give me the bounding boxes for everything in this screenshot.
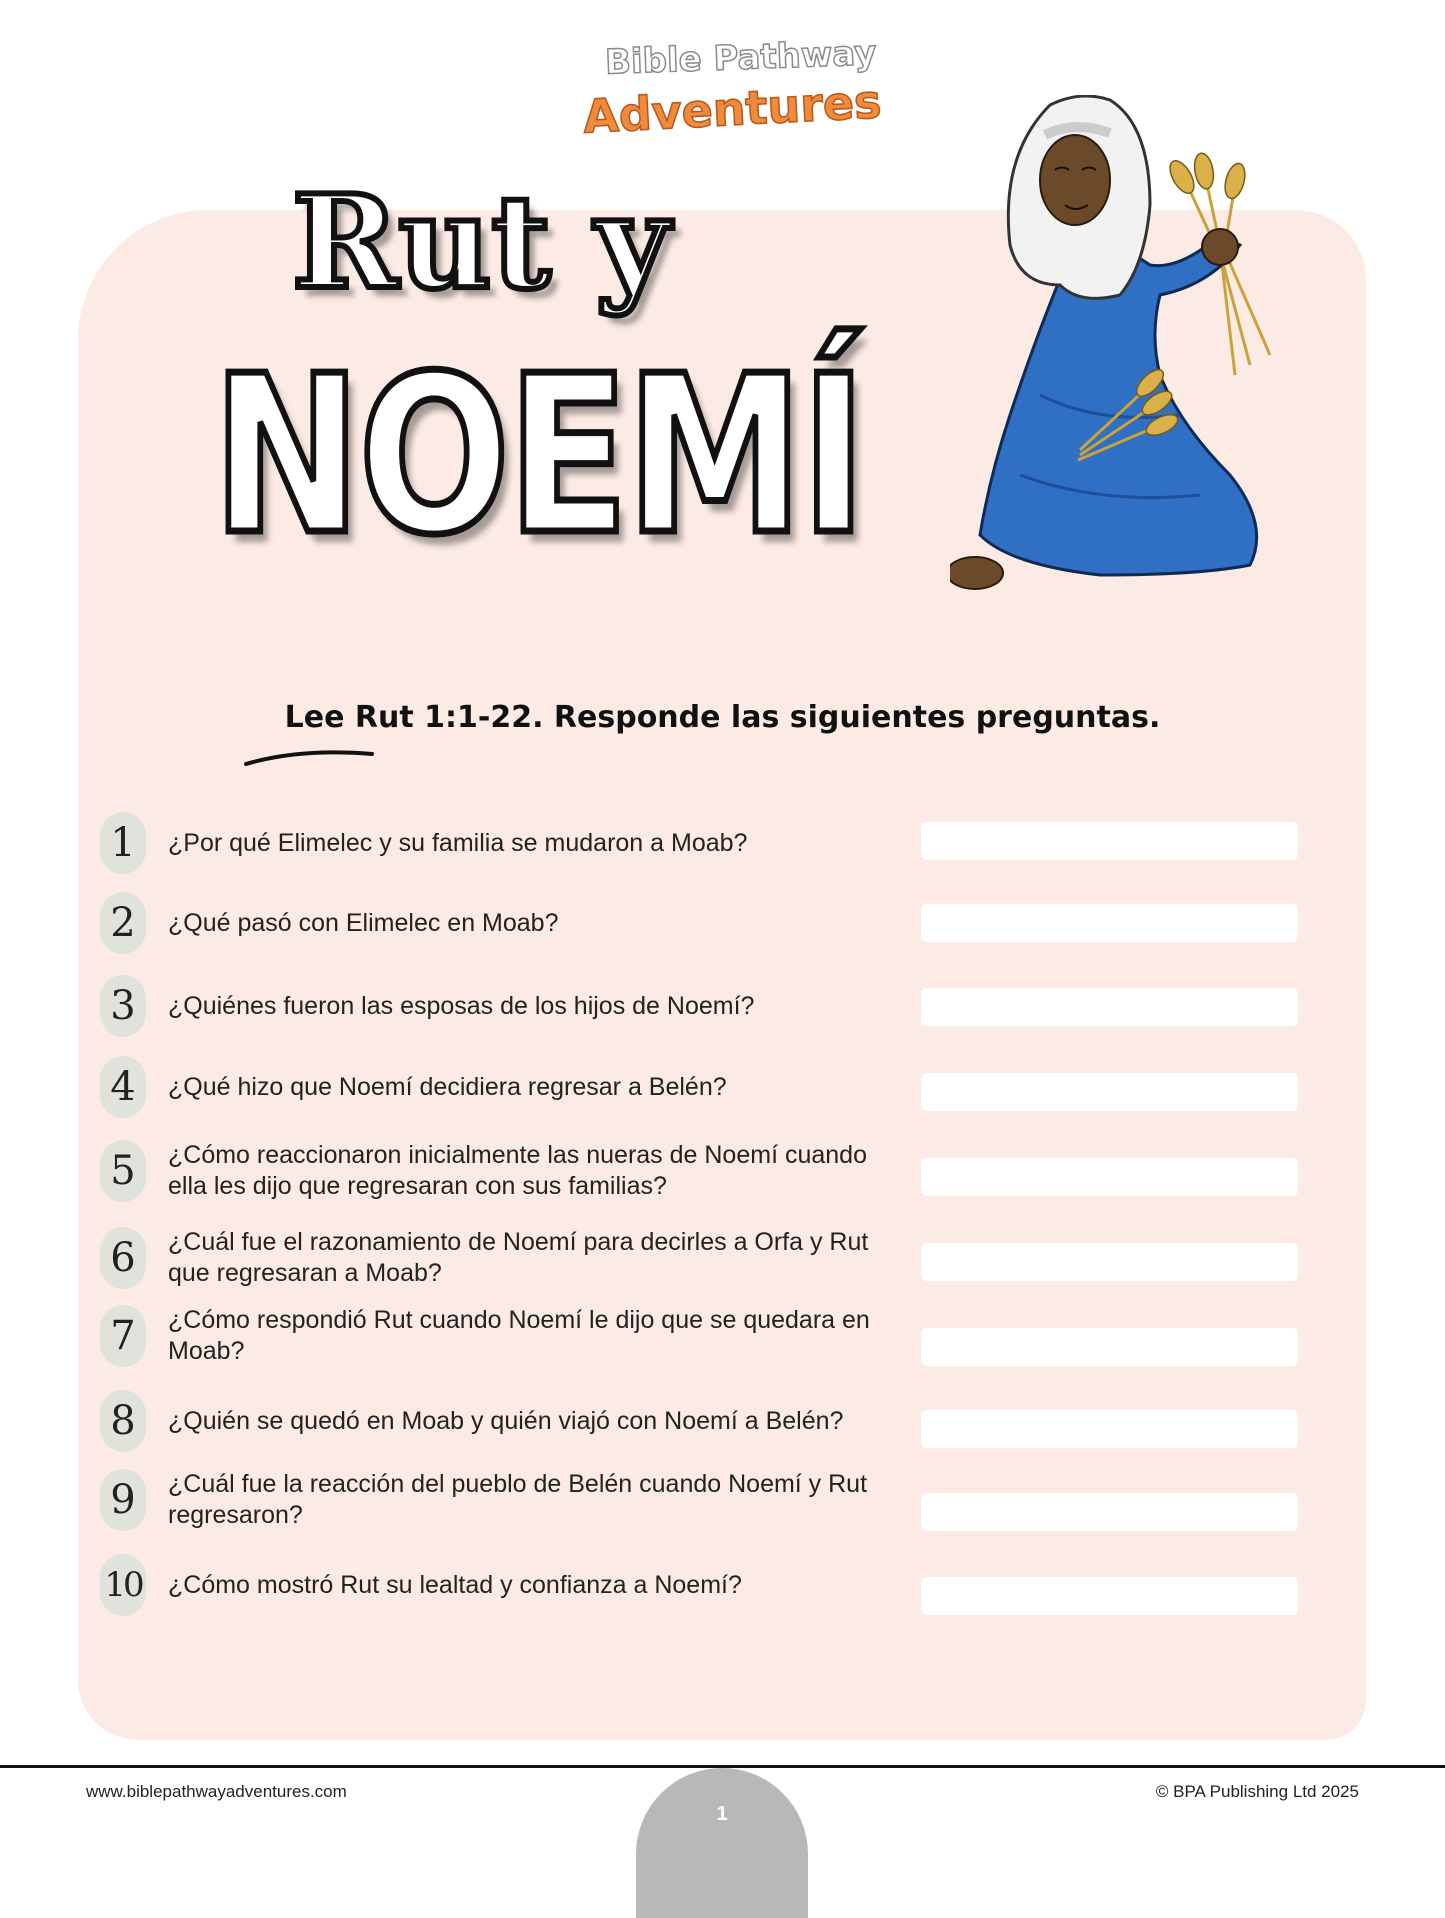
underline-swoosh: [240, 742, 380, 772]
question-item: [100, 1056, 880, 1118]
question-text: ¿Cómo mostró Rut su lealtad y confianza a Noemí?: [168, 1570, 742, 1599]
question-item: [100, 975, 880, 1037]
footer-website-link[interactable]: www.biblepathwayadventures.com: [86, 1782, 347, 1801]
question-text: ¿Por qué Elimelec y su familia se mudaron a Moab?: [168, 828, 748, 857]
question-text: ¿Cuál fue el razonamiento de Noemí para decirles a Orfa y Rut que regresaran a Moab?: [168, 1228, 869, 1287]
answer-field[interactable]: [921, 1410, 1298, 1448]
question-item: [100, 1140, 880, 1202]
question-number: 5: [100, 1140, 146, 1202]
question-item: [100, 1390, 880, 1452]
logo-line1: Bible Pathway: [604, 33, 877, 83]
answer-field[interactable]: [921, 1158, 1298, 1196]
question-number: 2: [100, 892, 146, 954]
question-item: [100, 812, 880, 874]
question-text: ¿Quién se quedó en Moab y quién viajó con Noemí a Belén?: [168, 1406, 844, 1435]
question-number: 1: [100, 812, 146, 874]
question-number: 3: [100, 975, 146, 1037]
question-text: ¿Quiénes fueron las esposas de los hijos de Noemí?: [168, 991, 755, 1020]
question-text: ¿Cuál fue la reacción del pueblo de Belén cuando Noemí y Rut regresaron?: [168, 1470, 868, 1529]
logo-line2: Adventures: [581, 74, 883, 144]
title-line2: NOEMÍ: [212, 330, 864, 583]
question-number: 7: [100, 1305, 146, 1367]
title-line1: Rut y: [292, 168, 670, 318]
question-item: [100, 1305, 880, 1367]
ruth-illustration: [950, 95, 1420, 675]
question-text: ¿Cómo reaccionaron inicialmente las nueras de Noemí cuando ella les dijo que regresaran con sus familias?: [168, 1141, 867, 1200]
question-number: 10: [100, 1554, 146, 1616]
page-number-tab: [636, 1768, 808, 1918]
question-number: 9: [100, 1469, 146, 1531]
question-number: 6: [100, 1227, 146, 1289]
question-item: [100, 1469, 880, 1531]
answer-field[interactable]: [921, 1577, 1298, 1615]
question-item: [100, 1554, 880, 1616]
answer-field[interactable]: [921, 1243, 1298, 1281]
question-number: 8: [100, 1390, 146, 1452]
instruction-heading: Lee Rut 1:1-22. Responde las siguientes preguntas.: [284, 700, 1161, 735]
question-number: 4: [100, 1056, 146, 1118]
question-text: ¿Qué pasó con Elimelec en Moab?: [168, 908, 559, 937]
page-number: 1: [716, 1803, 728, 1825]
answer-field[interactable]: [921, 988, 1298, 1026]
brand-logo: [575, 33, 883, 144]
footer-copyright: © BPA Publishing Ltd 2025: [1155, 1782, 1359, 1801]
question-item: [100, 1227, 880, 1289]
answer-field[interactable]: [921, 1493, 1298, 1531]
question-item: [100, 892, 880, 954]
question-text: ¿Cómo respondió Rut cuando Noemí le dijo que se quedara en Moab?: [168, 1306, 870, 1365]
answer-field[interactable]: [921, 822, 1298, 860]
question-text: ¿Qué hizo que Noemí decidiera regresar a Belén?: [168, 1072, 727, 1101]
answer-field[interactable]: [921, 1073, 1298, 1111]
answer-field[interactable]: [921, 1328, 1298, 1366]
answer-field[interactable]: [921, 904, 1298, 942]
